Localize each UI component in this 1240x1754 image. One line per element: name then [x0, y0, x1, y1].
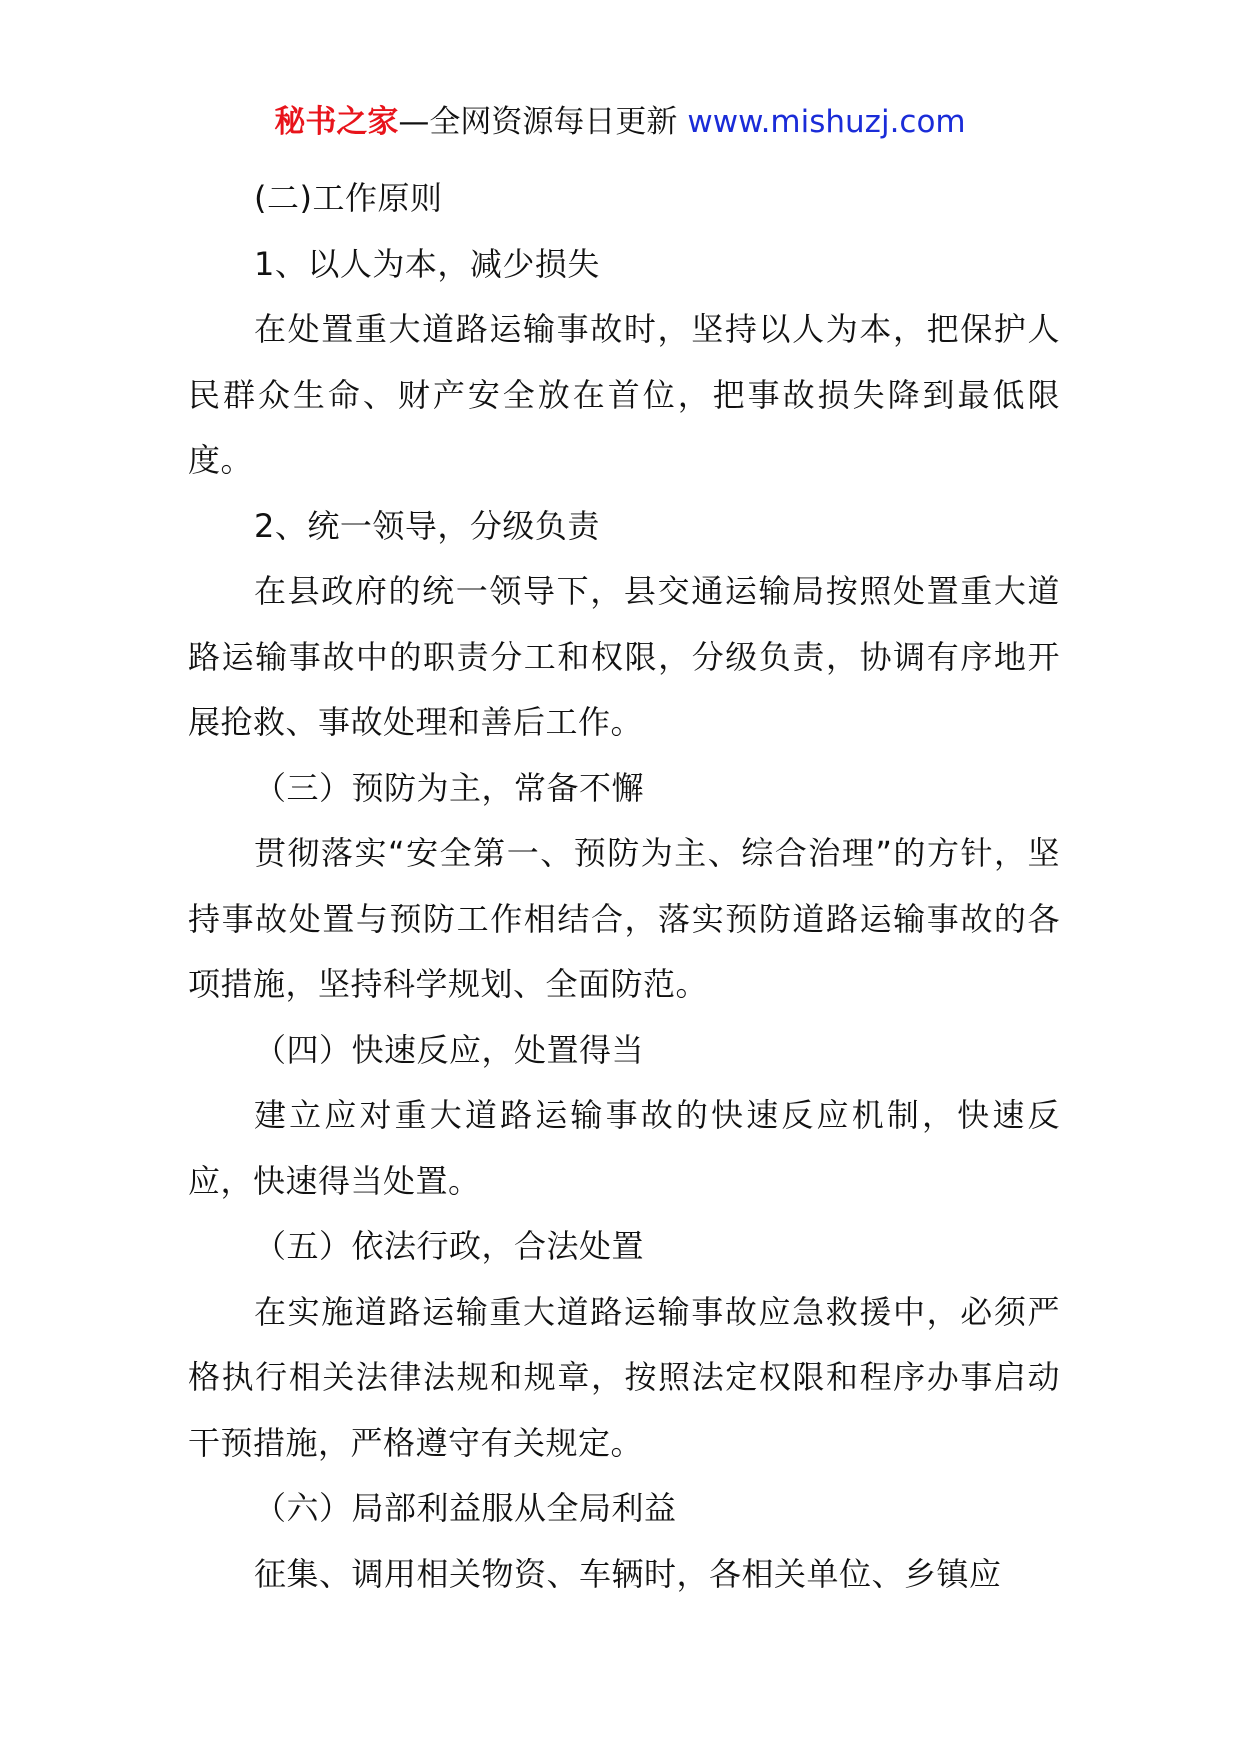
body-paragraph: 在实施道路运输重大道路运输事故应急救援中，必须严格执行相关法律法规和规章，按照法定权限和程序办事启动干预措施，严格遵守有关规定。	[188, 1292, 1060, 1462]
body-paragraph: 在县政府的统一领导下，县交通运输局按照处置重大道路运输事故中的职责分工和权限，分级负责，协调有序地开展抢救、事故处理和善后工作。	[188, 572, 1060, 741]
section-heading: 2、统一领导，分级负责	[254, 506, 600, 545]
section-heading: （四）快速反应，处置得当	[254, 1030, 645, 1069]
section-heading: 1、以人为本，减少损失	[254, 244, 600, 283]
body-paragraph: 建立应对重大道路运输事故的快速反应机制，快速反应，快速得当处置。	[188, 1096, 1060, 1200]
document-body	[188, 166, 1060, 1607]
site-url[interactable]: www.mishuzj.com	[687, 104, 966, 140]
section-heading: （六）局部利益服从全局利益	[254, 1489, 677, 1527]
body-paragraph: 征集、调用相关物资、车辆时，各相关单位、乡镇应	[254, 1554, 1002, 1593]
section-heading: （五）依法行政，合法处置	[254, 1227, 645, 1265]
site-brand: 秘书之家	[274, 104, 399, 140]
section-heading: （三）预防为主，常备不懈	[254, 768, 645, 807]
section-heading: (二)工作原则	[254, 179, 443, 217]
site-tagline: —全网资源每日更新	[398, 104, 678, 140]
site-header	[0, 100, 1240, 144]
body-paragraph: 贯彻落实“安全第一、预防为主、综合治理”的方针，坚持事故处置与预防工作相结合，落实预防道路运输事故的各项措施，坚持科学规划、全面防范。	[188, 834, 1060, 1003]
body-paragraph: 在处置重大道路运输事故时，坚持以人为本，把保护人民群众生命、财产安全放在首位，把事故损失降到最低限度。	[188, 310, 1060, 479]
